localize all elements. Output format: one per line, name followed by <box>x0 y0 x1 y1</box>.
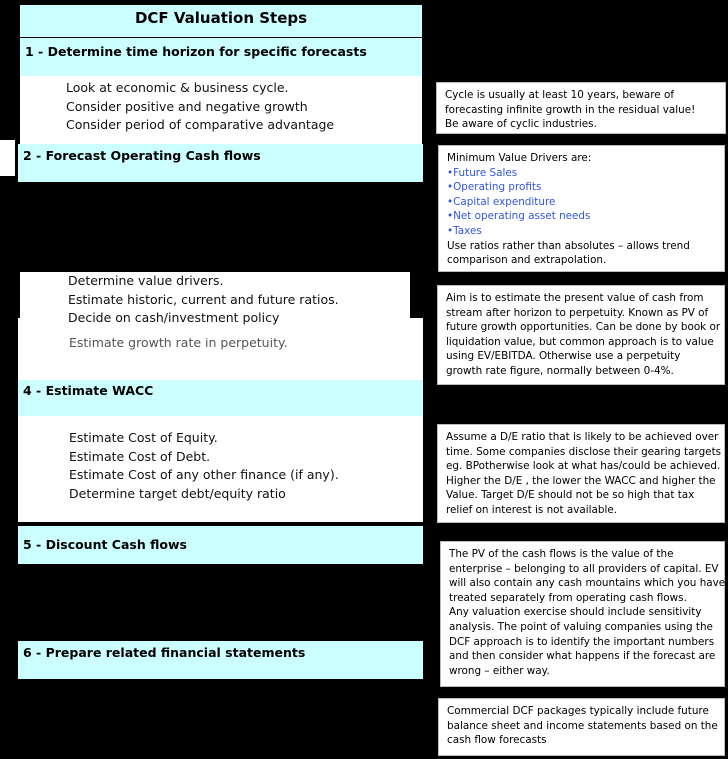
note-discount: The PV of the cash flows is the value of the enterprise – belonging to all providers of capital. EV will also contain any cash mountains which you have treated separately from operating cash flows. Any valuation exercise should include sensitivity analysis. The point of valuing companies using the DCF approach is to identify the important numbers and then consider what happens if the forecast are wrong – either way. <box>440 541 725 687</box>
list-item: •Taxes <box>447 224 482 237</box>
note-terminal-value: Aim is to estimate the present value of cash from stream after horizon to perpetuity. Known as PV of future growth opportunities. Can be done by book or liquidation value, but common approach is to value using EV/EBITDA. Otherwise use a perpetuity growth rate figure, normally between 0-4%. <box>437 285 725 385</box>
list-item: •Operating profits <box>447 181 542 194</box>
step-3-hidden-bullet: Estimate growth rate in perpetuity. <box>69 338 288 350</box>
step-1-bullets <box>66 79 334 135</box>
list-item: •Future Sales <box>447 166 518 179</box>
page-title: DCF Valuation Steps <box>20 5 422 37</box>
step-4-heading: 4 - Estimate WACC <box>23 383 154 398</box>
step-2-heading: 2 - Forecast Operating Cash flows <box>23 148 261 163</box>
bullet: Consider positive and negative growth <box>66 98 308 114</box>
note-value-drivers: Minimum Value Drivers are: •Future Sales •Operating profits •Capital expenditure •Net operating asset needs •Taxes Use ratios rather than absolutes – allows trend comparison and extrapolation. <box>438 145 725 272</box>
bullet: Look at economic & business cycle. <box>66 80 289 95</box>
step-2-bullets <box>68 272 339 328</box>
bullet: Consider period of comparative advantage <box>66 117 335 132</box>
list-item: •Capital expenditure <box>447 195 556 208</box>
step-5-heading: 5 - Discount Cash flows <box>23 537 187 552</box>
note-cycle: Cycle is usually at least 10 years, beware of forecasting infinite growth in the residual value! Be aware of cyclic industries. <box>436 82 726 134</box>
bullet: Estimate Cost of Debt. <box>69 448 211 464</box>
step-1-heading: 1 - Determine time horizon for specific forecasts <box>25 44 367 59</box>
bullet: Decide on cash/investment policy <box>68 310 280 325</box>
step-4-bullets <box>69 429 339 503</box>
list-item: •Net operating asset needs <box>447 210 591 223</box>
note-commercial: Commercial DCF packages typically include future balance sheet and income statements based on the cash flow forecasts <box>438 698 725 756</box>
bullet: Determine target debt/equity ratio <box>69 485 286 501</box>
note-wacc: Assume a D/E ratio that is likely to be achieved over time. Some companies disclose their gearing targets eg. BPotherwise look at what has/could be achieved. Higher the D/E , the lower the WACC and higher the Value. Target D/E should not be so high that tax relief on interest is not available. <box>437 424 725 523</box>
bullet: Estimate historic, current and future ratios. <box>68 291 339 307</box>
bullet: Estimate Cost of Equity. <box>69 430 218 445</box>
step-6-heading: 6 - Prepare related financial statements <box>23 645 306 660</box>
bullet: Determine value drivers. <box>68 273 224 288</box>
bullet: Estimate Cost of any other finance (if any). <box>69 467 339 482</box>
left-marker <box>0 140 15 176</box>
